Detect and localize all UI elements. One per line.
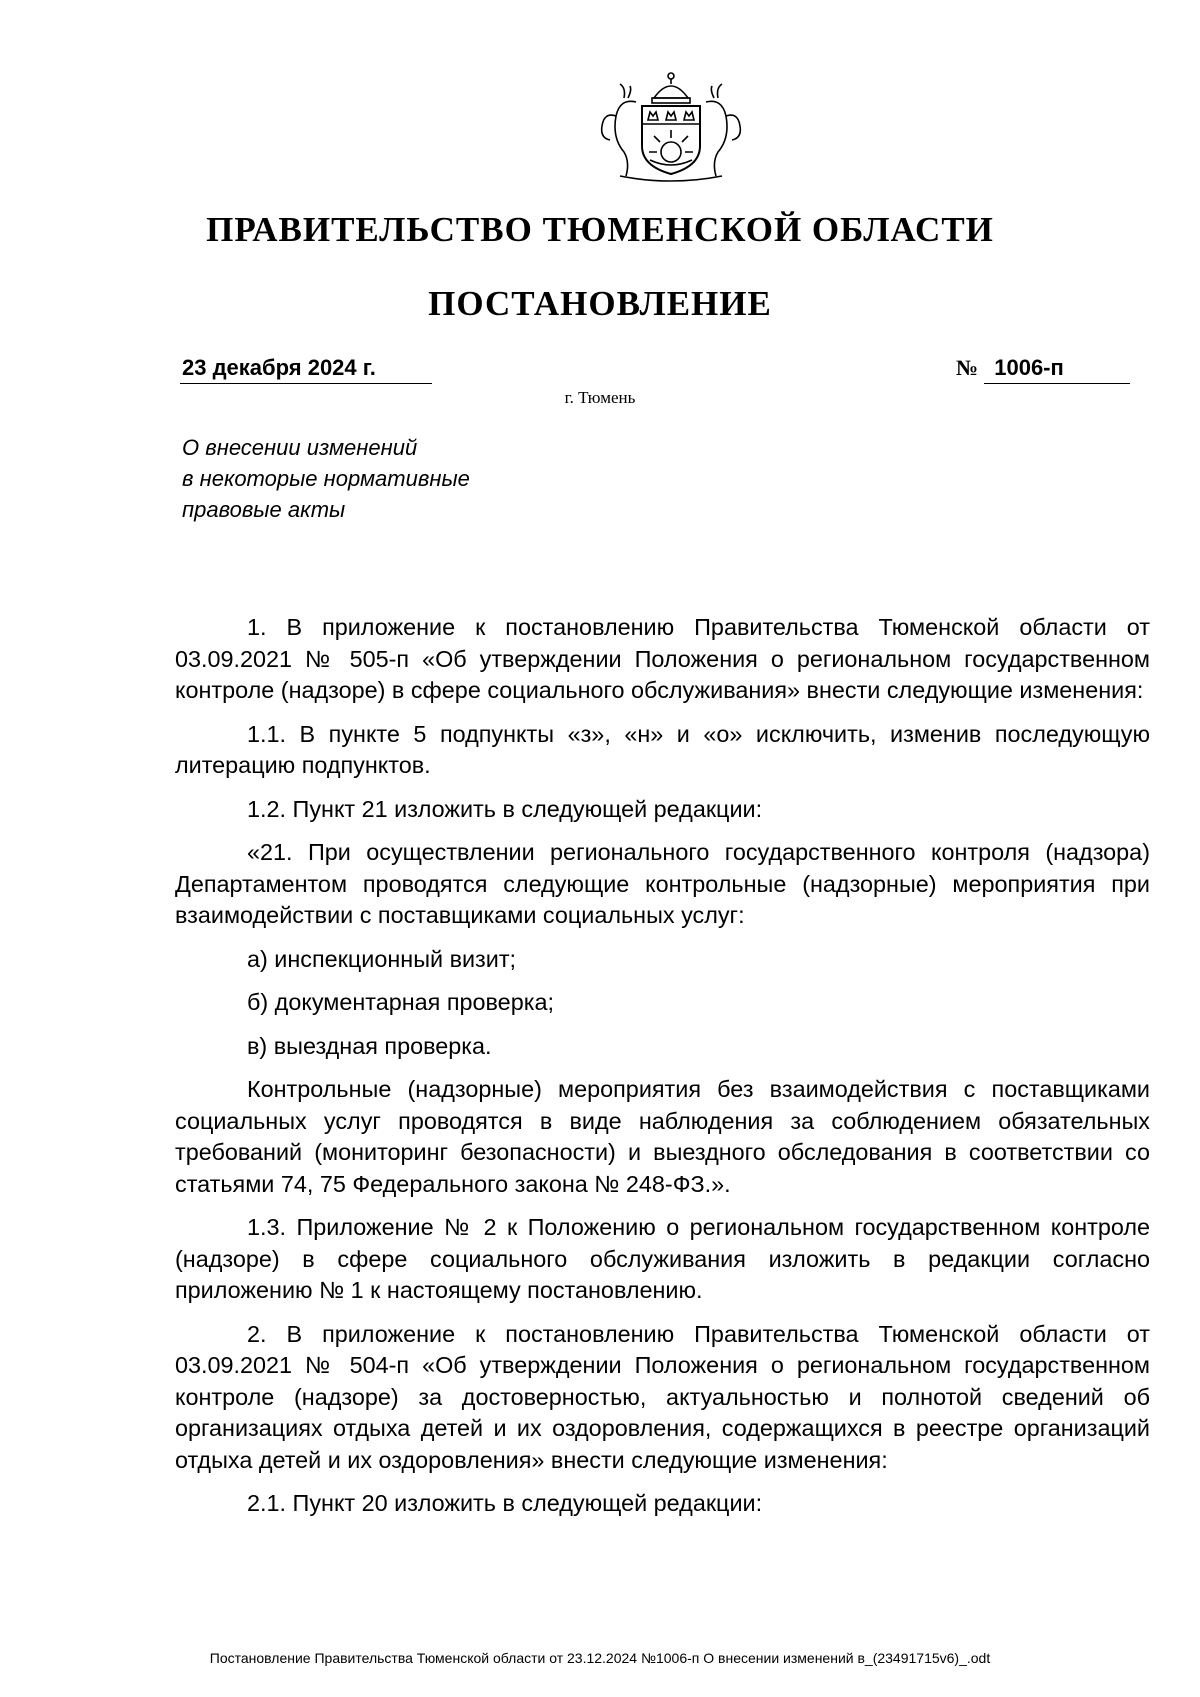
- document-number: 1006-п: [984, 355, 1130, 384]
- paragraph-1: 1. В приложение к постановлению Правительства Тюменской области от 03.09.2021 № 505-п «Об утверждении Положения о региональном государственном контроле (надзоре) в сфере социального обслуживания» внести следующие изменения:: [175, 614, 1150, 703]
- list-item-a: а) инспекционный визит;: [247, 945, 517, 972]
- document-type-title: ПОСТАНОВЛЕНИЕ: [428, 284, 772, 323]
- paragraph-2: 2. В приложение к постановлению Правительства Тюменской области от 03.09.2021 № 504-п «Об утверждении Положения о региональном государственном контроле (надзоре) за достоверностью, актуальностью и полнотой сведений об организациях отдыха детей и их оздоровления, содержащихся в реестре организаций отдыха детей и их оздоровления» внести следующие изменения:: [175, 1320, 1150, 1473]
- paragraph-21-quote: «21. При осуществлении регионального государственного контроля (надзора) Департаментом проводятся следующие контрольные (надзорные) мероприятия при взаимодействии с поставщиками социальных услуг:: [175, 839, 1150, 928]
- subject-line: в некоторые нормативные: [182, 466, 470, 491]
- list-item-v: в) выездная проверка.: [247, 1032, 492, 1059]
- number-sign: №: [956, 355, 979, 380]
- document-subject: [182, 432, 470, 525]
- paragraph-1-3: 1.3. Приложение № 2 к Положению о региональном государственном контроле (надзоре) в сфере социального обслуживания изложить в редакции согласно приложению № 1 к настоящему постановлению.: [175, 1214, 1150, 1303]
- paragraph-control-measures: Контрольные (надзорные) мероприятия без взаимодействия с поставщиками социальных услуг проводятся в виде наблюдения за соблюдением обязательных требований (мониторинг безопасности) и выездного обследования в соответствии со статьями 74, 75 Федерального закона № 248-ФЗ.».: [175, 1076, 1150, 1197]
- paragraph-1-1: 1.1. В пункте 5 подпункты «з», «н» и «о» исключить, изменив последующую литерацию подпунктов.: [175, 720, 1150, 778]
- organization-title: ПРАВИТЕЛЬСТВО ТЮМЕНСКОЙ ОБЛАСТИ: [206, 210, 994, 249]
- document-number-block: [956, 355, 1130, 384]
- list-item-b: б) документарная проверка;: [247, 989, 554, 1015]
- subject-line: правовые акты: [182, 497, 346, 522]
- paragraph-2-1: 2.1. Пункт 20 изложить в следующей редакции:: [247, 1490, 763, 1516]
- document-date: 23 декабря 2024 г.: [180, 355, 432, 384]
- paragraph-1-2: 1.2. Пункт 21 изложить в следующей редакции:: [247, 795, 763, 822]
- footer-file-info: Постановление Правительства Тюменской области от 23.12.2024 №1006-п О внесении изменений в_(23491715v6)_.odt: [209, 1650, 991, 1666]
- subject-line: О внесении изменений: [182, 435, 418, 460]
- city-label: г. Тюмень: [564, 388, 636, 407]
- document-body: [175, 612, 1150, 1532]
- coat-of-arms-icon: [590, 68, 752, 186]
